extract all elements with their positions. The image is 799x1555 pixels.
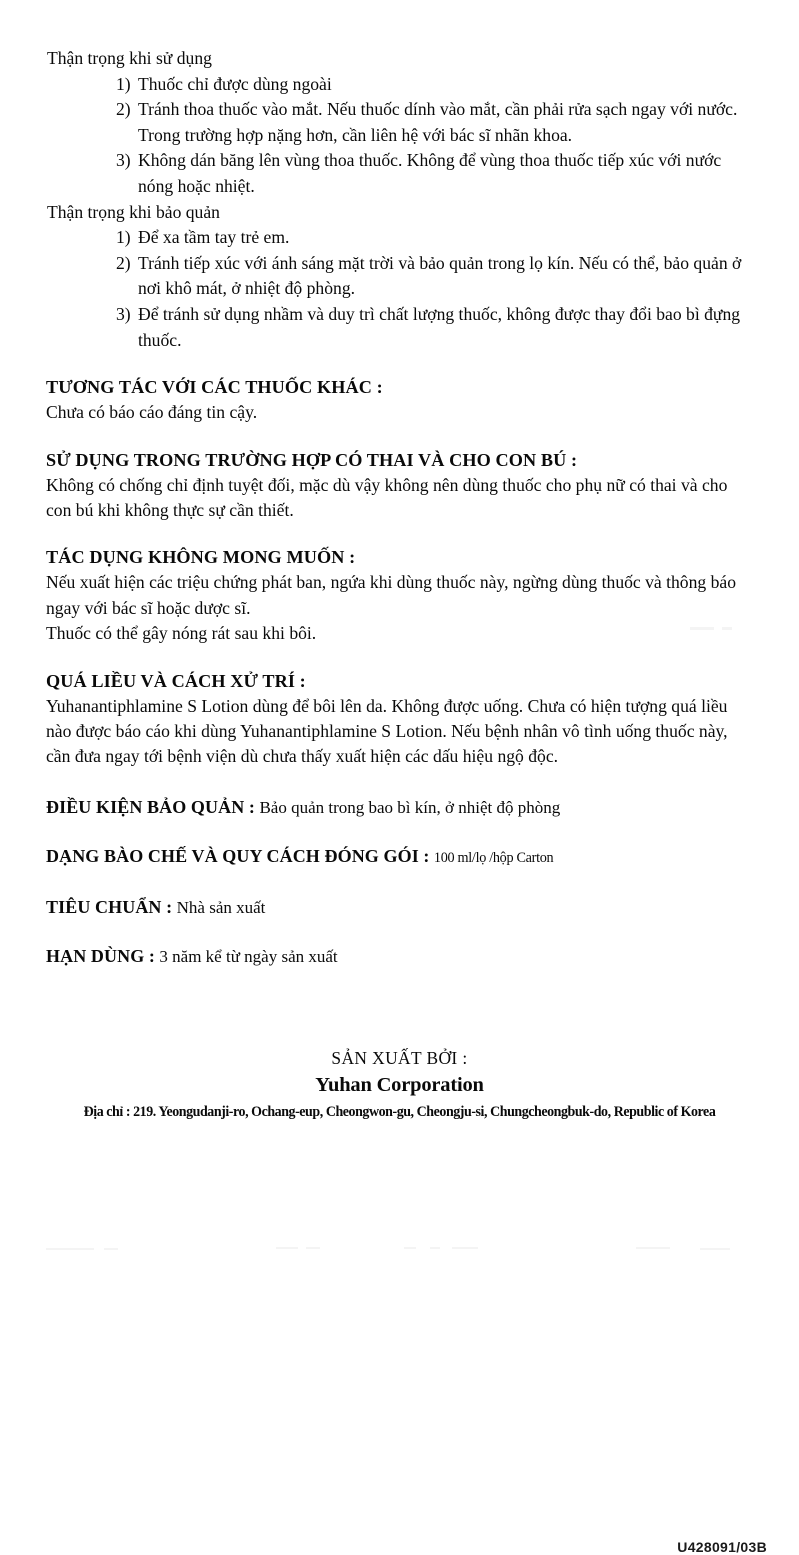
list-item-text: Tránh tiếp xúc với ánh sáng mặt trời và bảo quản trong lọ kín. Nếu có thể, bảo quản ở nơi khô mát, ở nhiệt độ phòng. [138,252,742,299]
row-shelf-life [46,945,752,968]
precautions-use-heading: Thận trọng khi sử dụng [47,48,212,68]
precautions-use-list [46,72,752,200]
section-heading: QUÁ LIỀU VÀ CÁCH XỬ TRÍ : [46,670,306,691]
precautions-use-block [46,46,752,200]
list-marker: 2) [116,252,131,273]
manufacturer-address: Địa chỉ : 219. Yeongudanji-ro, Ochang-eup, Cheongwon-gu, Cheongju-si, Chungcheongbuk-do, Republic of Korea [83,1104,716,1120]
list-item [116,251,752,302]
row-value: 3 năm kể từ ngày sản xuất [159,946,338,966]
row-label: HẠN DÙNG : [46,945,155,966]
list-item [116,97,752,148]
row-value: 100 ml/lọ /hộp Carton [433,849,554,866]
list-item [116,148,752,199]
scan-artifact [276,1247,298,1249]
section-pregnancy-breastfeeding [46,448,752,524]
section-paragraph: Chưa có báo cáo đáng tin cậy. [46,402,258,423]
precautions-storage-heading: Thận trọng khi bảo quản [47,201,220,222]
row-dosage-form-packaging [46,845,752,870]
document-body [46,46,752,968]
scan-artifact [430,1247,440,1249]
scan-artifact [46,1248,94,1250]
section-adverse-effects [46,545,752,646]
row-label: TIÊU CHUẨN : [46,896,173,917]
manufacturer-name: Yuhan Corporation [315,1074,484,1096]
row-label: ĐIỀU KIỆN BẢO QUẢN : [46,796,256,817]
section-heading: SỬ DỤNG TRONG TRƯỜNG HỢP CÓ THAI VÀ CHO CON BÚ : [46,449,578,470]
list-marker: 3) [116,303,131,324]
precautions-storage-list [46,225,752,353]
scan-artifact [452,1247,478,1249]
list-marker: 2) [116,99,131,120]
row-value: Bảo quản trong bao bì kín, ở nhiệt độ phòng [259,797,561,817]
list-item-text: Để tránh sử dụng nhầm và duy trì chất lượng thuốc, không được thay đổi bao bì đựng thuốc. [138,303,741,350]
list-item [116,225,752,251]
list-item-text: Thuốc chỉ được dùng ngoài [138,73,332,94]
scan-artifact [404,1247,416,1249]
made-by-label: SẢN XUẤT BỞI : [331,1048,468,1068]
scan-artifact [636,1247,670,1249]
list-item-text: Tránh thoa thuốc vào mắt. Nếu thuốc dính vào mắt, cần phải rửa sạch ngay với nước. Trong trường hợp nặng hơn, cần liên hệ với bác sĩ nhãn khoa. [138,99,738,145]
document-code: U428091/03B [677,1539,767,1555]
list-item-text: Không dán băng lên vùng thoa thuốc. Không để vùng thoa thuốc tiếp xúc với nước nóng hoặc nhiệt. [138,150,722,196]
row-label: DẠNG BÀO CHẾ VÀ QUY CÁCH ĐÓNG GÓI : [46,845,430,866]
list-item [116,302,752,353]
list-marker: 1) [116,73,131,94]
row-storage-conditions [46,796,752,819]
scan-artifact [104,1248,118,1250]
list-item [116,72,752,98]
section-heading: TƯƠNG TÁC VỚI CÁC THUỐC KHÁC : [46,377,383,398]
section-paragraph: Không có chống chỉ định tuyệt đối, mặc dù vậy không nên dùng thuốc cho phụ nữ có thai và cho con bú khi không thực sự cần thiết. [46,474,728,520]
section-overdose [46,669,752,770]
list-item-text: Để xa tầm tay trẻ em. [138,227,290,248]
scan-artifact [700,1248,730,1250]
precautions-storage-block [46,200,752,354]
section-paragraph: Thuốc có thể gây nóng rát sau khi bôi. [46,623,317,644]
list-marker: 1) [116,227,131,248]
row-standard [46,896,752,919]
section-drug-interactions [46,375,752,425]
manufacturer-footer [0,1046,799,1122]
row-value: Nhà sản xuất [176,897,266,917]
list-marker: 3) [116,150,131,171]
section-paragraph: Nếu xuất hiện các triệu chứng phát ban, ngứa khi dùng thuốc này, ngừng dùng thuốc và thông báo ngay với bác sĩ hoặc dược sĩ. [46,572,736,618]
section-heading: TÁC DỤNG KHÔNG MONG MUỐN : [46,547,356,568]
section-paragraph: Yuhanantiphlamine S Lotion dùng để bôi lên da. Không được uống. Chưa có hiện tượng quá liều nào được báo cáo khi dùng Yuhanantiphlamine S Lotion. Nếu bệnh nhân vô tình uống thuốc này, cần đưa ngay tới bệnh viện dù chưa thấy xuất hiện các dấu hiệu ngộ độc. [46,695,728,767]
scan-artifact [306,1247,320,1249]
